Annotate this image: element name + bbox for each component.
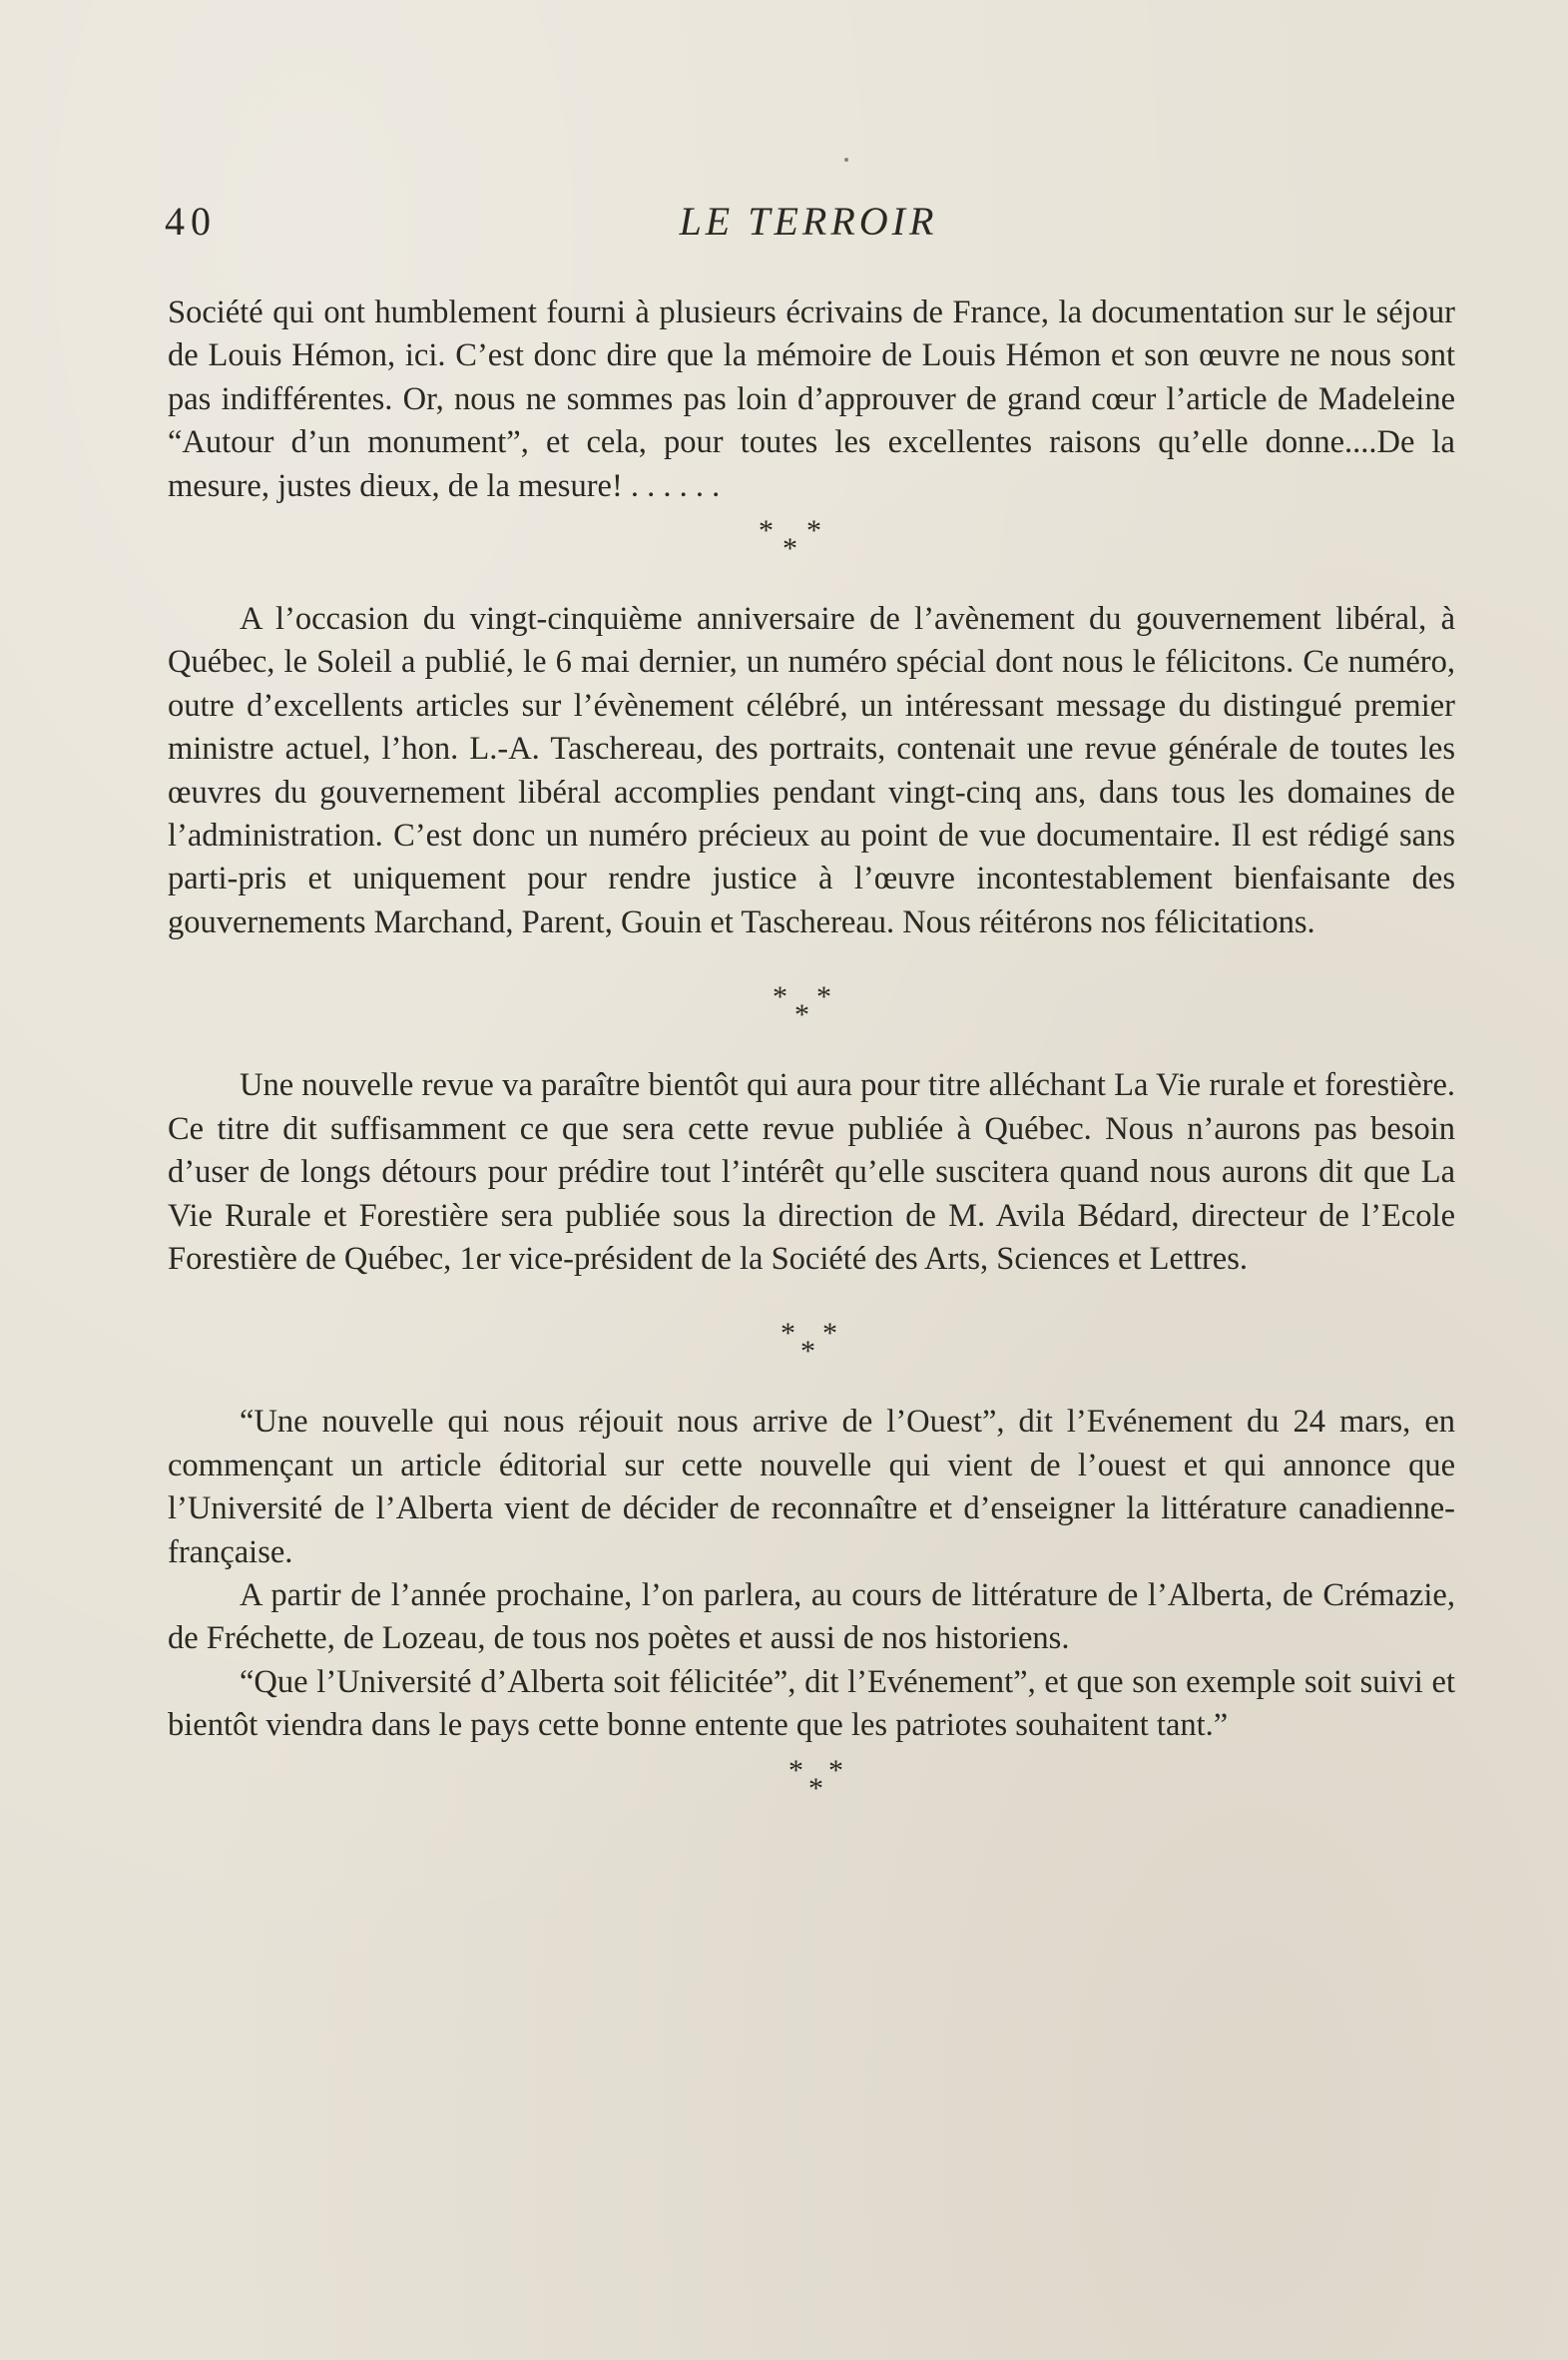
asterisk: * [781, 1317, 795, 1351]
asterisk: * [759, 514, 774, 548]
asterisk: * [800, 1335, 815, 1369]
running-title: LE TERROIR [679, 199, 938, 244]
asterism-3 [168, 1311, 1455, 1371]
asterisk: * [788, 1753, 803, 1787]
asterisk: * [822, 1317, 837, 1351]
paragraph-2: A l’occasion du vingt-cinquième anniversaire de l’avènement du gouvernement libéral, à Québec, le Soleil a publié, le 6 mai dernier, un numéro spécial dont nous le félicitons. Ce numéro, outre d’excellents articles sur l’évènement célébré, un intéressant message du distingué premier ministre actuel, l’hon. L.-A. Taschereau, des portraits, contenait une revue générale de toutes les œuvres du gouvernement libéral accomplies pendant vingt-cinq ans, dans tous les domaines de l’administration. C’est donc un numéro précieux au point de vue documentaire. Il est rédigé sans parti-pris et uniquement pour rendre justice à l’œuvre incontestablement bienfaisante des gouvernements Marchand, Parent, Gouin et Taschereau. Nous réitérons nos félicitations. [168, 601, 1455, 940]
paragraph-3: Une nouvelle revue va paraître bientôt qui aura pour titre alléchant La Vie rurale et forestière. Ce titre dit suffisamment ce que sera cette revue publiée à Québec. Nous n’aurons pas besoin d’user de longs détours pour prédire tout l’intérêt qu’elle suscitera quand nous aurons dit que La Vie Rurale et Forestière sera publiée sous la direction de M. Avila Bédard, directeur de l’Ecole Forestière de Québec, 1er vice-président de la Société des Arts, Sciences et Lettres. [168, 1067, 1455, 1277]
asterisk: * [773, 980, 787, 1014]
paragraph-4: “Une nouvelle qui nous réjouit nous arrive de l’Ouest”, dit l’Evénement du 24 mars, en commençant un article éditorial sur cette nouvelle qui vient de l’ouest et qui annonce que l’Université de l’Alberta vient de décider de reconnaître et d’enseigner la littérature canadienne-française. [168, 1404, 1455, 1570]
paragraph-1: Société qui ont humblement fourni à plusieurs écrivains de France, la documentation sur le séjour de Louis Hémon, ici. C’est donc dire que la mémoire de Louis Hémon et son œuvre ne nous sont pas indifférentes. Or, nous ne sommes pas loin d’approuver de grand cœur l’article de Madeleine “Autour d’un monument”, et cela, pour toutes les excellentes raisons qu’elle donne....De la mesure, justes dieux, de la mesure! . . . . . . [168, 295, 1455, 504]
paragraph-6: “Que l’Université d’Alberta soit félicitée”, dit l’Evénement”, et que son exemple soit suivi et bientôt viendra dans le pays cette bonne entente que les patriotes souhaitent tant.” [168, 1663, 1455, 1744]
asterism-4 [168, 1748, 1455, 1808]
paragraph-5: A partir de l’année prochaine, l’on parlera, au cours de littérature de l’Alberta, de Crémazie, de Fréchette, de Lozeau, de tous nos poètes et aussi de nos historiens. [168, 1576, 1455, 1657]
asterisk: * [806, 514, 821, 548]
asterism-2 [168, 974, 1455, 1034]
speck [844, 158, 848, 162]
asterisk: * [828, 1753, 843, 1787]
asterisk: * [816, 980, 831, 1014]
page-header [165, 198, 1452, 258]
asterisk: * [794, 998, 809, 1032]
asterisk: * [783, 532, 797, 566]
asterisk: * [808, 1771, 823, 1805]
page-number: 40 [165, 199, 217, 244]
body-text [168, 292, 1455, 1808]
asterism-1 [168, 508, 1455, 568]
